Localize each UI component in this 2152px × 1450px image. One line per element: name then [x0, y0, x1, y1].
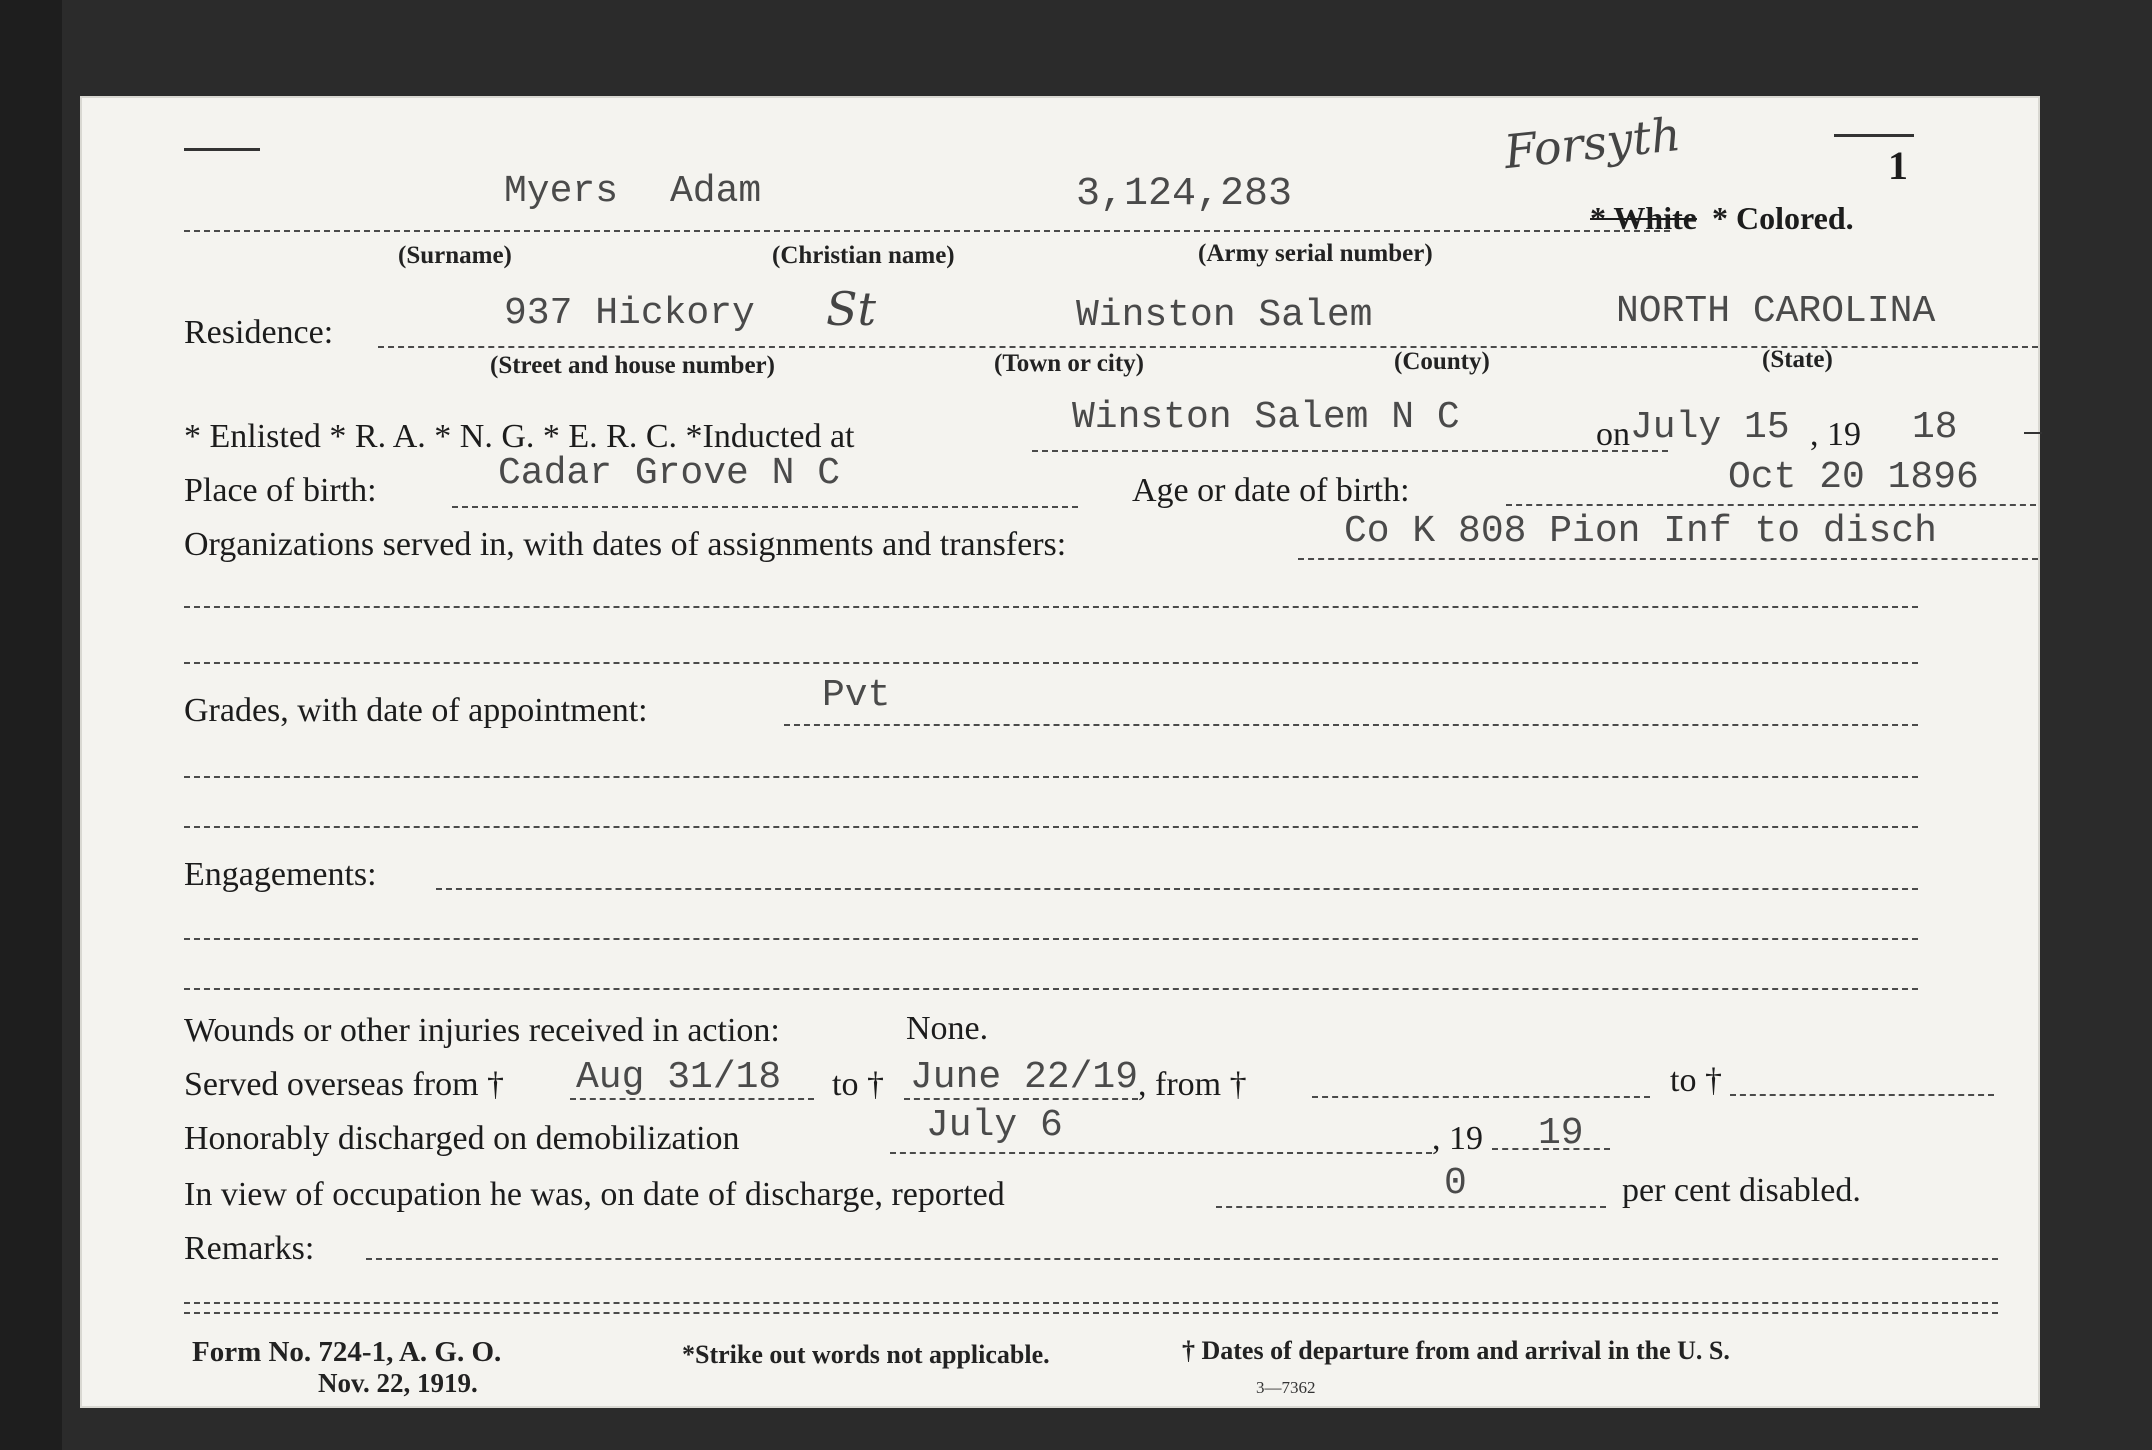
induction-date-value: July 15: [1630, 406, 1790, 449]
grades-line: [784, 724, 1918, 726]
remarks-line-3: [184, 1312, 1998, 1314]
grades-label: Grades, with date of appointment:: [184, 692, 648, 729]
county-caption: (County): [1394, 348, 1490, 375]
engagements-label: Engagements:: [184, 856, 377, 893]
corner-mark: [184, 148, 260, 151]
residence-label: Residence:: [184, 314, 334, 351]
state-value: NORTH CAROLINA: [1616, 290, 1936, 333]
strike-out-note: *Strike out words not applicable.: [682, 1340, 1050, 1369]
inducted-at-value: Winston Salem N C: [1072, 396, 1460, 439]
overseas-to-value: June 22/19: [910, 1056, 1139, 1099]
race-white-struck: * White: [1590, 200, 1697, 236]
per-cent-disabled-label: per cent disabled.: [1622, 1172, 1861, 1209]
wounds-label: Wounds or other injuries received in action:: [184, 1012, 780, 1049]
second-to-line: [1730, 1094, 1994, 1096]
place-of-birth-value: Cadar Grove N C: [498, 452, 841, 495]
card-number: 1: [1888, 143, 1908, 188]
on-label: on: [1596, 416, 1630, 453]
discharge-date-value: July 6: [926, 1104, 1063, 1147]
second-from-line: [1312, 1096, 1650, 1098]
scan-background: [0, 0, 62, 1450]
disabled-percent-line: [1216, 1206, 1606, 1208]
town-caption: (Town or city): [994, 350, 1144, 377]
place-of-birth-label: Place of birth:: [184, 472, 377, 509]
print-code: 3—7362: [1256, 1378, 1316, 1397]
grades-line-2: [184, 776, 1918, 778]
engagements-line: [436, 888, 1918, 890]
organizations-value: Co K 808 Pion Inf to disch: [1344, 510, 1937, 553]
discharge-year-value: 19: [1538, 1112, 1584, 1155]
remarks-label: Remarks:: [184, 1230, 315, 1267]
engagements-line-2: [184, 938, 1918, 940]
christian-name-value: Adam: [670, 170, 762, 213]
induction-year-prefix: , 19: [1810, 416, 1861, 453]
dob-line: [1506, 504, 2036, 506]
organizations-line: [1298, 558, 2038, 560]
number-mark: [1834, 134, 1914, 137]
enlisted-label: * Enlisted * R. A. * N. G. * E. R. C. *Inducted at: [184, 418, 855, 455]
organizations-line-3: [184, 662, 1918, 664]
discharge-date-line: [890, 1152, 1432, 1154]
name-line: [184, 230, 1670, 232]
served-overseas-label: Served overseas from †: [184, 1066, 505, 1103]
form-number: Form No. 724-1, A. G. O.: [192, 1336, 502, 1368]
surname-value: Myers: [504, 170, 619, 213]
induction-year-value: 18: [1912, 406, 1958, 449]
town-value: Winston Salem: [1076, 294, 1373, 337]
inducted-line: [1032, 450, 1668, 452]
grade-value: Pvt: [822, 674, 891, 717]
organizations-line-2: [184, 606, 1918, 608]
serial-number-caption: (Army serial number): [1198, 240, 1433, 267]
place-of-birth-line: [452, 506, 1078, 508]
date-of-birth-value: Oct 20 1896: [1728, 456, 1979, 499]
age-or-dob-label: Age or date of birth:: [1132, 472, 1410, 509]
disabled-percent-value: 0: [1444, 1162, 1467, 1205]
discharged-label: Honorably discharged on demobilization: [184, 1120, 740, 1157]
wounds-value: None.: [906, 1010, 989, 1047]
christian-name-caption: (Christian name): [772, 242, 955, 269]
dates-footnote: † Dates of departure from and arrival in the U. S.: [1182, 1336, 1730, 1365]
state-caption: (State): [1762, 346, 1833, 373]
second-to-label: to †: [1670, 1062, 1722, 1099]
trailing-dash: [2024, 432, 2042, 434]
serial-number-value: 3,124,283: [1076, 172, 1293, 217]
overseas-to-label: to †: [832, 1066, 884, 1103]
discharge-year-prefix: , 19: [1432, 1120, 1483, 1157]
grades-line-3: [184, 826, 1918, 828]
remarks-line-2: [184, 1302, 1998, 1304]
county-note-handwritten: Forsyth: [1501, 106, 1684, 180]
street-suffix-handwritten: St: [826, 282, 876, 336]
street-caption: (Street and house number): [490, 352, 775, 379]
form-date: Nov. 22, 1919.: [318, 1368, 478, 1398]
remarks-line: [366, 1258, 1998, 1260]
occupation-label: In view of occupation he was, on date of discharge, reported: [184, 1176, 1005, 1213]
surname-caption: (Surname): [398, 242, 512, 269]
engagements-line-3: [184, 988, 1918, 990]
overseas-from-value: Aug 31/18: [576, 1056, 782, 1099]
record-card: [80, 96, 2040, 1408]
race-colored: * Colored.: [1712, 200, 1854, 236]
organizations-label: Organizations served in, with dates of assignments and transfers:: [184, 526, 1067, 563]
second-from-label: , from †: [1138, 1066, 1247, 1103]
street-value: 937 Hickory: [504, 292, 755, 335]
